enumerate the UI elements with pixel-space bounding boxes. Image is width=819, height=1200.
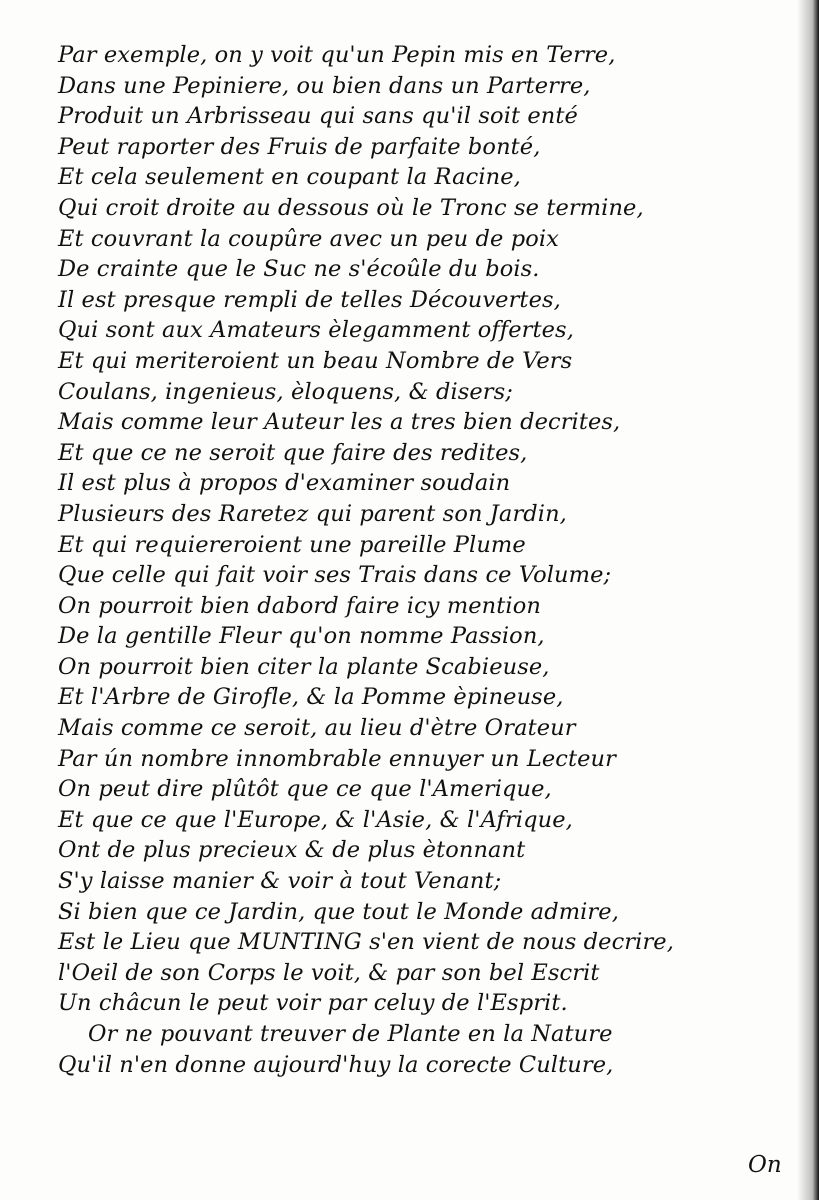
poem-line: De la gentille Fleur qu'on nomme Passion, xyxy=(58,623,545,650)
poem-text xyxy=(58,40,788,1080)
poem-line: Qui sont aux Amateurs èlegamment offertes, xyxy=(58,317,574,344)
poem-line: Plusieurs des Raretez qui parent son Jardin, xyxy=(58,500,567,527)
poem-line: l'Oeil de son Corps le voit, & par son bel Escrit xyxy=(58,959,600,986)
poem-line: Produit un Arbrisseau qui sans qu'il soit enté xyxy=(58,103,578,130)
poem-line: Qu'il n'en donne aujourd'huy la corecte Culture, xyxy=(58,1051,614,1078)
poem-line: Et cela seulement en coupant la Racine, xyxy=(58,164,521,191)
poem-line: Peut raporter des Fruis de parfaite bonté, xyxy=(58,133,541,160)
poem-line: Ont de plus precieux & de plus ètonnant xyxy=(58,837,526,864)
poem-line: Qui croit droite au dessous où le Tronc se termine, xyxy=(58,194,644,221)
poem-line: Par ún nombre innombrable ennuyer un Lecteur xyxy=(58,745,617,772)
poem-line: Mais comme ce seroit, au lieu d'ètre Orateur xyxy=(58,715,576,742)
poem-line: De crainte que le Suc ne s'écoûle du bois. xyxy=(58,256,540,283)
poem-line: Mais comme leur Auteur les a tres bien decrites, xyxy=(58,409,621,436)
poem-line: Coulans, ingenieus, èloquens, & disers; xyxy=(58,378,513,405)
poem-line: Et qui meriteroient un beau Nombre de Vers xyxy=(58,347,573,374)
poem-line: Et couvrant la coupûre avec un peu de poix xyxy=(58,225,559,252)
page-edge-shadow xyxy=(797,0,819,1200)
poem-line: Est le Lieu que MUNTING s'en vient de nous decrire, xyxy=(58,929,674,956)
poem-line: On pourroit bien dabord faire icy mention xyxy=(58,592,541,619)
poem-line: Un châcun le peut voir par celuy de l'Esprit. xyxy=(58,990,568,1017)
poem-line: On pourroit bien citer la plante Scabieuse, xyxy=(58,653,550,680)
poem-line: On peut dire plûtôt que ce que l'Amerique, xyxy=(58,776,552,803)
poem-line: Si bien que ce Jardin, que tout le Monde admire, xyxy=(58,898,619,925)
poem-line: S'y laisse manier & voir à tout Venant; xyxy=(58,868,502,895)
poem-line: Il est presque rempli de telles Découvertes, xyxy=(58,286,561,313)
poem-line: Et l'Arbre de Girofle, & la Pomme èpineuse, xyxy=(58,684,564,711)
poem-line: Et qui requiereroient une pareille Plume xyxy=(58,531,526,558)
poem-line: Et que ce que l'Europe, & l'Asie, & l'Afrique, xyxy=(58,806,573,833)
poem-line: Et que ce ne seroit que faire des redites, xyxy=(58,439,528,466)
poem-line: Par exemple, on y voit qu'un Pepin mis en Terre, xyxy=(58,42,616,68)
poem-line: Or ne pouvant treuver de Plante en la Nature xyxy=(88,1021,613,1047)
poem-line: Il est plus à propos d'examiner soudain xyxy=(58,470,511,497)
poem-line: Que celle qui fait voir ses Trais dans ce Volume; xyxy=(58,562,612,589)
poem-line: Dans une Pepiniere, ou bien dans un Parterre, xyxy=(58,72,591,99)
catchword: On xyxy=(748,1152,782,1178)
